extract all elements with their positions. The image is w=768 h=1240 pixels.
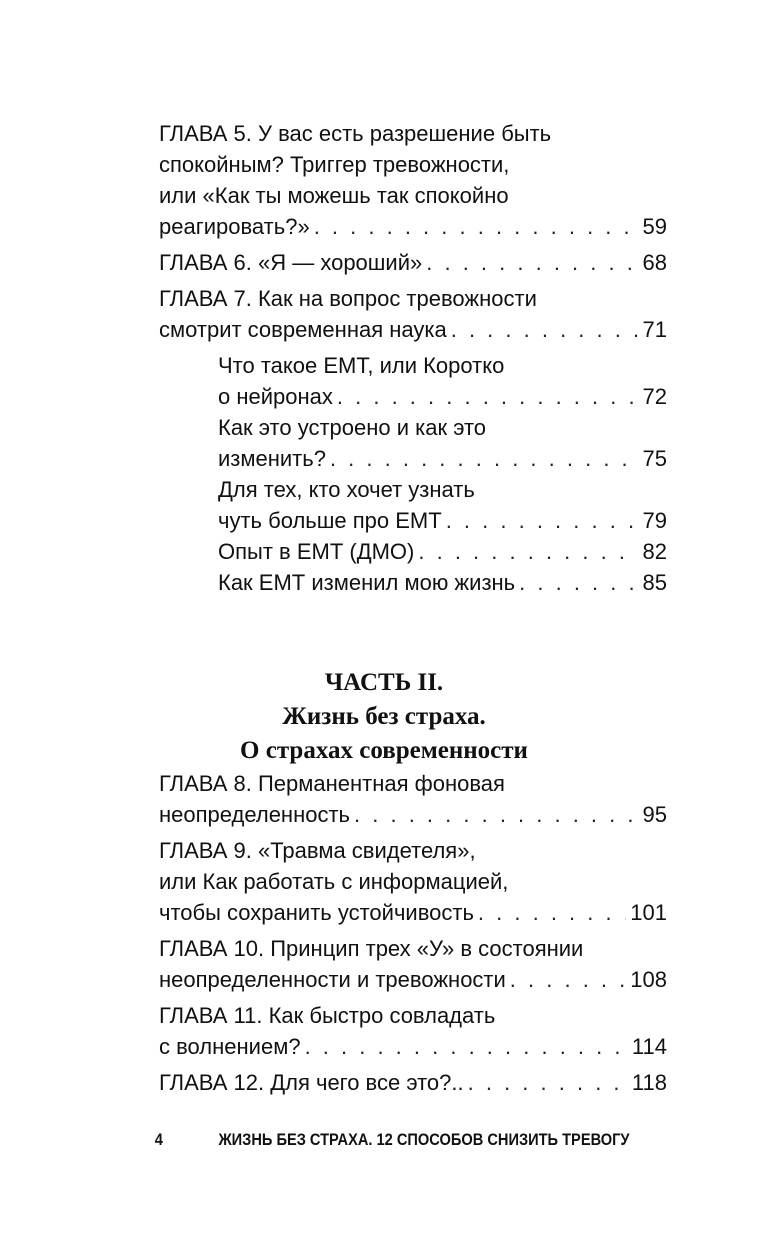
- toc-entry[interactable]: [159, 118, 667, 242]
- toc-page-number: 79: [642, 508, 667, 533]
- toc-page-number: 118: [631, 1070, 667, 1095]
- toc-chapter-list-part-2: [159, 768, 667, 1098]
- toc-entry-last-line: [159, 1067, 667, 1098]
- toc-page-number: 68: [642, 250, 667, 275]
- dot-leader: [446, 505, 639, 536]
- toc-entry-text: о нейронах: [218, 384, 333, 409]
- toc-entry-text: чтобы сохранить устойчивость: [159, 900, 474, 925]
- toc-entry-text: ГЛАВА 12. Для чего все это?..: [159, 1070, 464, 1095]
- toc-entry[interactable]: [218, 350, 667, 412]
- toc-page-number: 82: [642, 539, 667, 564]
- dot-leader: [354, 799, 639, 830]
- toc-entry-last-line: [159, 897, 667, 928]
- toc-entry[interactable]: [159, 1067, 667, 1098]
- part-number: ЧАСТЬ II.: [324, 669, 444, 696]
- toc-entry-last-line: [159, 314, 667, 345]
- toc-entry-last-line: [159, 799, 667, 830]
- toc-page-number: 71: [642, 317, 667, 342]
- toc-entry[interactable]: [159, 1000, 667, 1062]
- toc-entry-line: или Как работать с информацией,: [159, 869, 509, 894]
- toc-entry-text: чуть больше про ЕМТ: [218, 508, 442, 533]
- toc-entry[interactable]: [159, 768, 667, 830]
- toc-page-number: 75: [642, 446, 667, 471]
- toc-entry[interactable]: [218, 412, 667, 474]
- dot-leader: [337, 381, 639, 412]
- toc-entry[interactable]: [218, 536, 667, 567]
- toc-subsection-list: [159, 350, 667, 598]
- dot-leader: [305, 1031, 628, 1062]
- dot-leader: [314, 211, 639, 242]
- toc-entry[interactable]: [159, 835, 667, 928]
- dot-leader: [468, 1067, 628, 1098]
- dot-leader: [418, 536, 638, 567]
- toc-entry-last-line: [218, 567, 667, 598]
- toc-entry-text: ГЛАВА 6. «Я — хороший»: [159, 250, 423, 275]
- toc-page-number: 85: [642, 570, 667, 595]
- toc-entry-text: Как ЕМТ изменил мою жизнь: [218, 570, 516, 595]
- toc-entry-last-line: [159, 247, 667, 278]
- toc-page-number: 114: [631, 1034, 667, 1059]
- toc-entry-text: изменить?: [218, 446, 326, 471]
- page-number: 4: [154, 1130, 163, 1149]
- toc-entry[interactable]: [218, 567, 667, 598]
- toc-page-number: 95: [642, 802, 667, 827]
- toc-entry-last-line: [218, 443, 667, 474]
- dot-leader: [478, 897, 626, 928]
- toc-entry-line: или «Как ты можешь так спокойно: [159, 183, 509, 208]
- toc-entry-text: реагировать?»: [159, 214, 310, 239]
- toc-page-number: 108: [630, 967, 667, 992]
- toc-entry-line: ГЛАВА 7. Как на вопрос тревожности: [159, 286, 537, 311]
- toc-entry-line: ГЛАВА 10. Принцип трех «У» в состоянии: [159, 936, 584, 961]
- toc-entry-line: Для тех, кто хочет узнать: [218, 477, 475, 502]
- toc-entry-text: с волнением?: [159, 1034, 301, 1059]
- toc-entry-line: Что такое ЕМТ, или Коротко: [218, 353, 505, 378]
- toc-section-part-1: [159, 118, 667, 598]
- toc-entry-line: ГЛАВА 9. «Травма свидетеля»,: [159, 838, 476, 863]
- toc-entry-line: спокойным? Триггер тревожности,: [159, 152, 510, 177]
- toc-entry-line: ГЛАВА 5. У вас есть разрешение быть: [159, 121, 552, 146]
- toc-entry-line: ГЛАВА 8. Перманентная фоновая: [159, 771, 505, 796]
- dot-leader: [519, 567, 638, 598]
- dot-leader: [510, 964, 626, 995]
- toc-entry-last-line: [159, 211, 667, 242]
- toc-chapter-list: [159, 118, 667, 345]
- toc-entry[interactable]: [159, 283, 667, 345]
- toc-entry-text: неопределенность: [159, 802, 351, 827]
- toc-entry-line: Как это устроено и как это: [218, 415, 487, 440]
- toc-entry-last-line: [218, 536, 667, 567]
- toc-page-number: 101: [630, 900, 667, 925]
- toc-entry-last-line: [159, 1031, 667, 1062]
- toc-entry-last-line: [218, 381, 667, 412]
- toc-entry-text: неопределенности и тревожности: [159, 967, 506, 992]
- toc-section-part-2: [159, 768, 667, 1103]
- toc-entry[interactable]: [159, 933, 667, 995]
- toc-entry-last-line: [218, 505, 667, 536]
- toc-page-number: 59: [642, 214, 667, 239]
- toc-entry-last-line: [159, 964, 667, 995]
- dot-leader: [451, 314, 639, 345]
- part-title: Жизнь без страха.: [282, 703, 486, 730]
- dot-leader: [330, 443, 639, 474]
- toc-entry-line: ГЛАВА 11. Как быстро совладать: [159, 1003, 496, 1028]
- toc-page-number: 72: [642, 384, 667, 409]
- toc-entry-text: Опыт в ЕМТ (ДМО): [218, 539, 415, 564]
- toc-entry[interactable]: [159, 247, 667, 278]
- part-subtitle: О страхах современности: [240, 737, 528, 764]
- running-title: ЖИЗНЬ БЕЗ СТРАХА. 12 СПОСОБОВ СНИЗИТЬ ТРЕВОГУ: [218, 1130, 630, 1149]
- toc-entry[interactable]: [218, 474, 667, 536]
- dot-leader: [426, 247, 638, 278]
- toc-entry-text: смотрит современная наука: [159, 317, 447, 342]
